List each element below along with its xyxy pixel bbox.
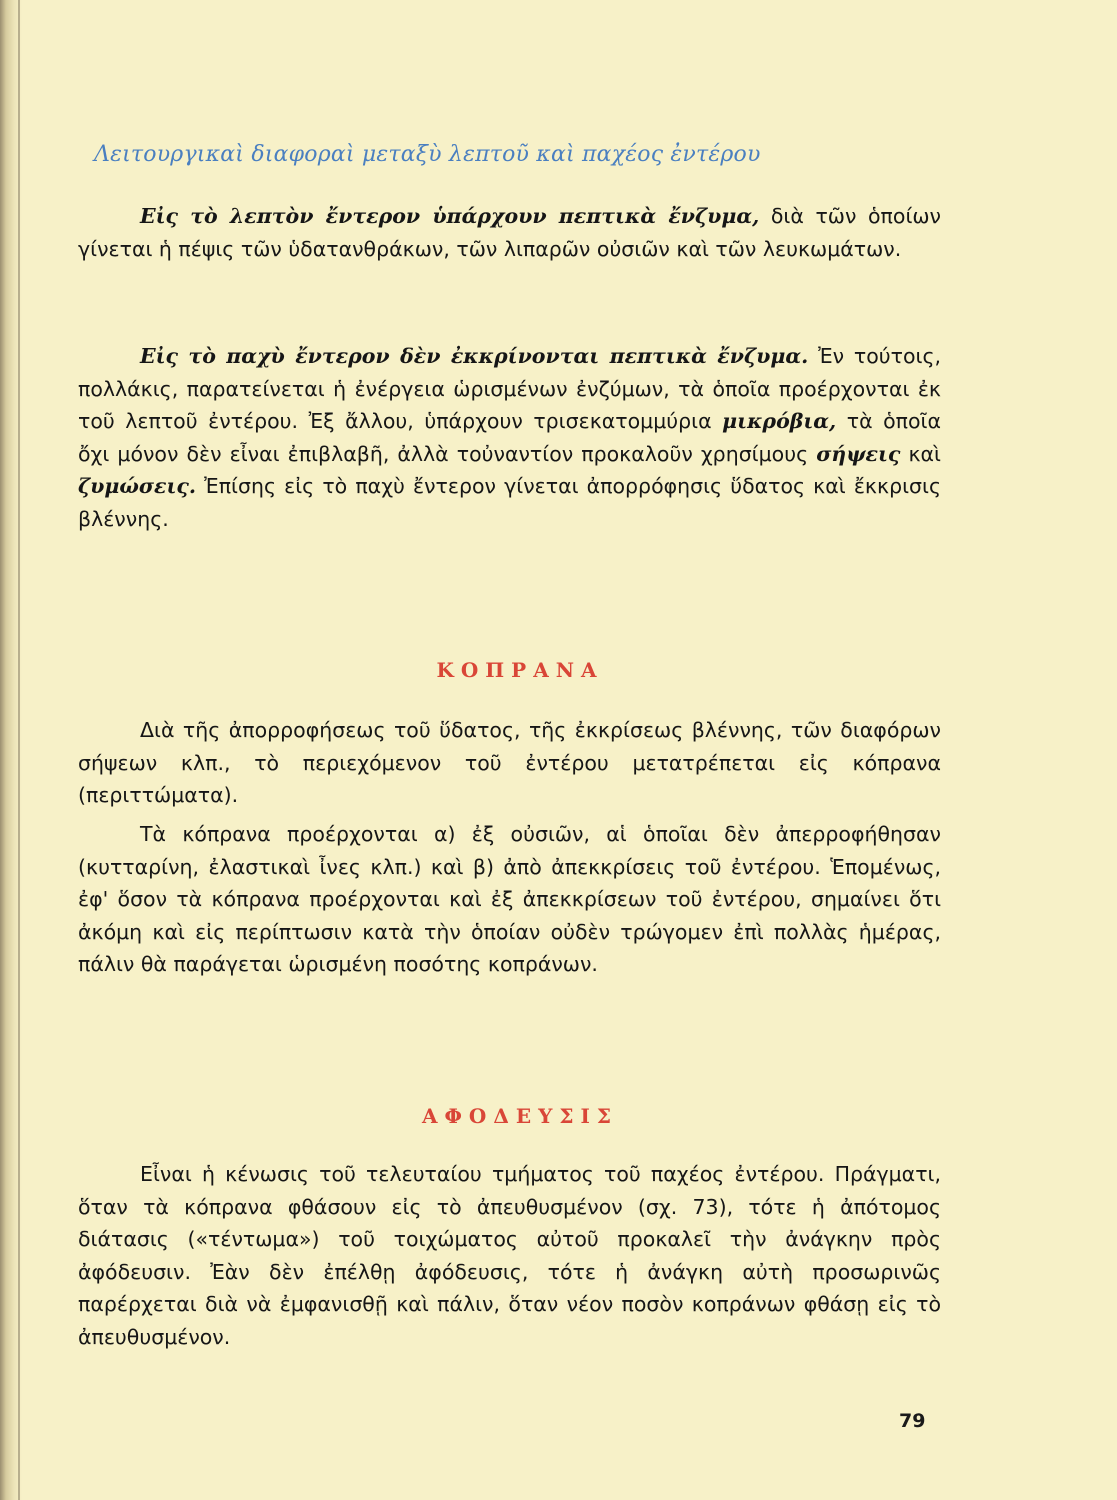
page-number: 79 <box>899 1410 926 1432</box>
paragraph-small-intestine <box>78 200 941 265</box>
paragraph-text: Ἐν τούτοις, πολλάκις, παρατείνεται ἡ ἐνέργεια ὡρισμένων ἐνζύμων, τὰ ὁποῖα προέρχονται ἐκ τοῦ λεπτοῦ ἐντέρου. Ἐξ ἄλλου, ὑπάρχουν τρισεκατομμύρια <box>78 344 941 433</box>
paragraph-defecation: Εἶναι ἡ κένωσις τοῦ τελευταίου τμήματος τοῦ παχέος ἐντέρου. Πράγματι, ὅταν τὰ κόπρανα φθάσουν εἰς τὸ ἀπευθυσμένον (σχ. 73), τότε ἡ ἀπότομος διάτασις («τέντωμα») τοῦ τοιχώματος αὐτοῦ προκαλεῖ τὴν ἀνάγκην πρὸς ἀφόδευσιν. Ἐὰν δὲν ἐπέλθῃ ἀφόδευσις, τότε ἡ ἀνάγκη αὐτὴ προσωρινῶς παρέρχεται διὰ νὰ ἐμφανισθῇ καὶ πάλιν, ὅταν νέον ποσὸν κοπράνων φθάσῃ εἰς τὸ ἀπευθυσμένον. <box>78 1162 941 1349</box>
paragraph-text: διὰ τῶν ὁποίων γίνεται ἡ πέψις τῶν ὑδατανθράκων, τῶν λιπαρῶν οὐσιῶν καὶ τῶν λευκωμάτων. <box>78 204 941 261</box>
bold-word-fermentation: ζυμώσεις. <box>78 474 197 498</box>
paragraph-feces-formation: Διὰ τῆς ἀπορροφήσεως τοῦ ὕδατος, τῆς ἐκκρίσεως βλέννης, τῶν διαφόρων σήψεων κλπ., τὸ περιεχόμενον τοῦ ἐντέρου μετατρέπεται εἰς κόπρανα (περιττώματα). <box>78 718 941 807</box>
bold-word-microbes: μικρόβια, <box>722 409 837 433</box>
bold-phrase: Εἰς τὸ λεπτὸν ἔντερον ὑπάρχουν πεπτικὰ ἔνζυμα, <box>140 204 760 228</box>
bold-word-putrefaction: σήψεις <box>816 441 901 466</box>
heading-afodeusis: ΑΦΟΔΕΥΣΙΣ <box>421 1104 619 1128</box>
paragraph-feces-origin: Τὰ κόπρανα προέρχονται α) ἐξ οὐσιῶν, αἱ ὁποῖαι δὲν ἀπερροφήθησαν (κυτταρίνη, ἐλαστικαὶ ἶνες κλπ.) καὶ β) ἀπὸ ἀπεκκρίσεις τοῦ ἐντέρου. Ἑπομένως, ἐφ' ὅσον τὰ κόπρανα προέρχονται καὶ ἐξ ἀπεκκρίσεων τοῦ ἐντέρου, σημαίνει ὅτι ἀκόμη καὶ εἰς περίπτωσιν κατὰ τὴν ὁποίαν οὐδὲν τρώγομεν ἐπὶ πολλὰς ἡμέρας, πάλιν θὰ παράγεται ὡρισμένη ποσότης κοπράνων. <box>78 822 941 976</box>
heading-kuprana: ΚΟΠΡΑΝΑ <box>436 658 604 682</box>
section-title: Λειτουργικαὶ διαφοραὶ μεταξὺ λεπτοῦ καὶ παχέος ἐντέρου <box>94 142 761 167</box>
bold-phrase: Εἰς τὸ παχὺ ἔντερον δὲν ἐκκρίνονται πεπτικὰ ἔνζυμα. <box>140 344 809 368</box>
paragraph-text: τὰ ὁποῖα ὄχι μόνον δὲν εἶναι ἐπιβλαβῆ, ἀλλὰ τοὐναντίον προκαλοῦν χρησίμους <box>78 409 942 466</box>
paragraph-text: Ἐπίσης εἰς τὸ παχὺ ἔντερον γίνεται ἀπορρόφησις ὕδατος καὶ ἔκκρισις βλέννης. <box>78 474 941 531</box>
binding-line <box>18 0 20 1500</box>
paragraph-text: καὶ <box>900 441 941 466</box>
paragraph-large-intestine <box>78 340 941 535</box>
